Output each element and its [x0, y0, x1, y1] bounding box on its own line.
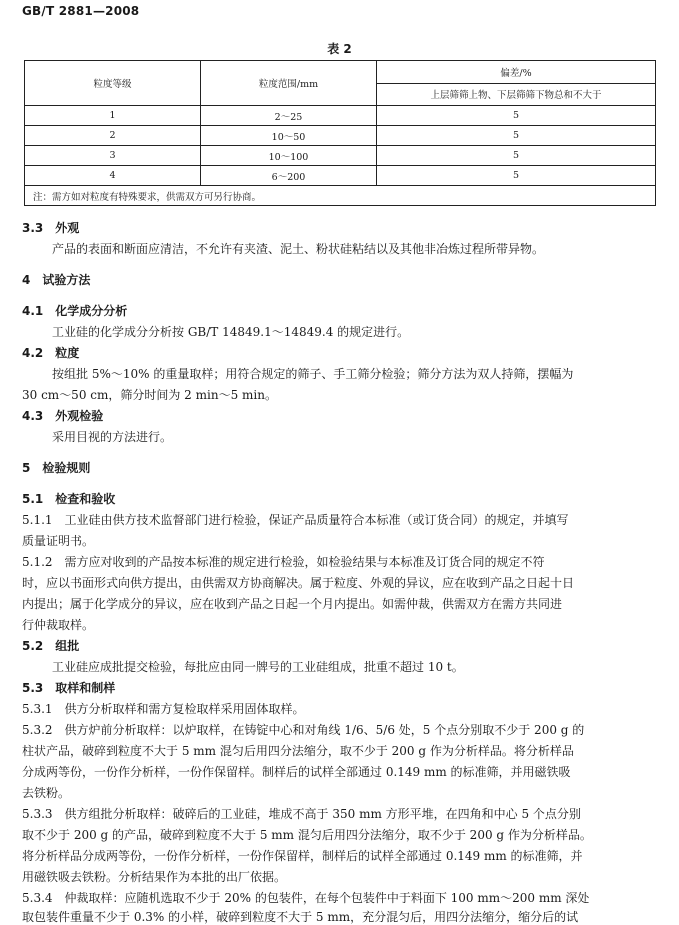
- paragraph-line: 用磁铁吸去铁粉。分析结果作为本批的出厂依据。: [22, 870, 287, 884]
- paragraph-line: 5.1.2 需方应对收到的产品按本标准的规定进行检验，如检验结果与本标准及订货合同的规定不符: [22, 555, 545, 569]
- section-title: 检查和验收: [55, 492, 116, 506]
- section-4-3-heading: [22, 408, 103, 424]
- paragraph: 工业硅的化学成分分析按 GB/T 14849.1～14849.4 的规定进行。: [52, 325, 410, 339]
- section-5-heading: [22, 460, 90, 476]
- table-row: [25, 166, 656, 186]
- paragraph-line: 5.3.1 供方分析取样和需方复检取样采用固体取样。: [22, 702, 305, 716]
- paragraph-line: 按组批 5%～10% 的重量取样；用符合规定的筛子、手工筛分检验；筛分方法为双人持筛，摆幅为: [52, 367, 574, 381]
- col-deviation-subheader: 上层筛筛上物、下层筛筛下物总和不大于: [377, 83, 656, 106]
- cell-deviation: 5: [377, 126, 656, 146]
- cell-grade: 3: [25, 146, 201, 166]
- cell-range: 10～50: [201, 126, 377, 146]
- cell-grade: 2: [25, 126, 201, 146]
- paragraph-line: 取包装件重量不少于 0.3% 的小样，破碎到粒度不大于 5 mm，充分混匀后，用四分法缩分，缩分后的试: [22, 910, 579, 924]
- cell-deviation: 5: [377, 146, 656, 166]
- standard-code: GB/T 2881—2008: [22, 4, 140, 18]
- section-5-1-heading: [22, 491, 115, 507]
- section-title: 外观: [55, 221, 80, 235]
- section-title: 组批: [55, 639, 80, 653]
- paragraph-line: 时，应以书面形式向供方提出，由供需双方协商解决。属于粒度、外观的异议，应在收到产品之日起十日: [22, 576, 575, 590]
- section-number: 5: [22, 461, 31, 475]
- cell-range: 2～25: [201, 106, 377, 126]
- paragraph-line: 质量证明书。: [22, 534, 95, 548]
- paragraph-line: 5.3.3 供方组批分析取样：破碎后的工业硅，堆成不高于 350 mm 方形平堆，在四角和中心 5 个点分别: [22, 807, 581, 821]
- col-range-header: 粒度范围/mm: [201, 61, 377, 106]
- section-title: 试验方法: [42, 273, 91, 287]
- section-3-3-heading: [22, 220, 79, 236]
- section-number: 5.3: [22, 681, 44, 695]
- section-title: 外观检验: [55, 409, 104, 423]
- section-title: 取样和制样: [55, 681, 116, 695]
- paragraph-line: 将分析样品分成两等份，一份作分析样，一份作保留样，制样后的试样全部通过 0.149 mm 的标准筛，并: [22, 849, 583, 863]
- table-row: [25, 146, 656, 166]
- paragraph-line: 去铁粉。: [22, 786, 71, 800]
- section-number: 5.1: [22, 492, 44, 506]
- section-number: 4.3: [22, 409, 44, 423]
- paragraph-line: 5.3.4 仲裁取样：应随机选取不少于 20% 的包装件，在每个包装件中于料面下 100 mm～200 mm 深处: [22, 891, 590, 905]
- paragraph-line: 5.1.1 工业硅由供方技术监督部门进行检验，保证产品质量符合本标准（或订货合同）的规定，并填写: [22, 513, 569, 527]
- section-4-heading: [22, 272, 90, 288]
- section-5-2-heading: [22, 638, 79, 654]
- cell-grade: 4: [25, 166, 201, 186]
- paragraph-line: 5.3.2 供方炉前分析取样：以炉取样，在铸锭中心和对角线 1/6、5/6 处，5 个点分别取不少于 200 g 的: [22, 723, 585, 737]
- paragraph-line: 内提出；属于化学成分的异议，应在收到产品之日起一个月内提出。如需仲裁，供需双方在需方共同进: [22, 597, 563, 611]
- paragraph: 工业硅应成批提交检验，每批应由同一牌号的工业硅组成，批重不超过 10 t。: [52, 660, 464, 674]
- col-grade-header: 粒度等级: [25, 61, 201, 106]
- section-title: 粒度: [55, 346, 80, 360]
- paragraph: 采用目视的方法进行。: [52, 430, 173, 444]
- section-4-1-heading: [22, 303, 127, 319]
- cell-range: 6～200: [201, 166, 377, 186]
- granularity-table: [24, 60, 656, 206]
- section-5-3-heading: [22, 680, 115, 696]
- table-caption: 表 2: [327, 42, 352, 56]
- table-row: [25, 126, 656, 146]
- cell-deviation: 5: [377, 166, 656, 186]
- paragraph-line: 行仲裁取样。: [22, 618, 95, 632]
- section-title: 检验规则: [42, 461, 91, 475]
- section-number: 4.2: [22, 346, 44, 360]
- col-deviation-header: 偏差/%: [377, 61, 656, 84]
- cell-range: 10～100: [201, 146, 377, 166]
- section-number: 3.3: [22, 221, 44, 235]
- section-4-2-heading: [22, 345, 79, 361]
- section-number: 4: [22, 273, 31, 287]
- cell-deviation: 5: [377, 106, 656, 126]
- paragraph: 产品的表面和断面应清洁，不允许有夹渣、泥土、粉状硅粘结以及其他非冶炼过程所带异物。: [52, 242, 545, 256]
- table-note: 注：需方如对粒度有特殊要求，供需双方可另行协商。: [25, 186, 656, 206]
- cell-grade: 1: [25, 106, 201, 126]
- section-number: 4.1: [22, 304, 44, 318]
- paragraph-line: 30 cm～50 cm，筛分时间为 2 min～5 min。: [22, 388, 277, 402]
- section-title: 化学成分分析: [55, 304, 128, 318]
- table-row: [25, 106, 656, 126]
- paragraph-line: 分成两等份，一份作分析样，一份作保留样。制样后的试样全部通过 0.149 mm 的标准筛，并用磁铁吸: [22, 765, 571, 779]
- paragraph-line: 柱状产品，破碎到粒度不大于 5 mm 混匀后用四分法缩分，取不少于 200 g 作为分析样品。将分析样品: [22, 744, 574, 758]
- paragraph-line: 取不少于 200 g 的产品，破碎到粒度不大于 5 mm 混匀后用四分法缩分，取不少于 200 g 作为分析样品。: [22, 828, 592, 842]
- section-number: 5.2: [22, 639, 44, 653]
